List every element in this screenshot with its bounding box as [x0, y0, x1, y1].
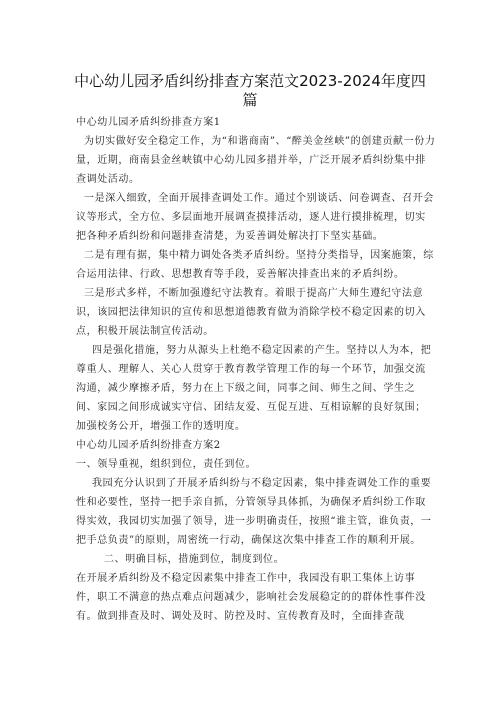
paragraph-intro: 为切实做好安全稳定工作，为“和谐商南”、“醉美金丝峡”的创建贡献一份力量，近期，商南县金丝峡镇中心幼儿园多措并举，广泛开展矛盾纠纷集中排查调处活动。 [76, 136, 436, 185]
paragraph-point-2: 二是有理有据，集中精力调处各类矛盾纠纷。坚持分类指导，因案施策，综合运用法律、行政、思想教育等手段，妥善解决排查出来的矛盾纠纷。 [76, 250, 434, 280]
document-title [60, 72, 440, 110]
section-heading-plan-2: 中心幼儿园矛盾纠纷排查方案2 [76, 440, 221, 451]
paragraph-point-1: 一是深入细致，全面开展排查调处工作。通过个别谈话、问卷调查、召开会议等形式，全方位、多层面地开展调查摸排活动，逐人进行摸排梳理，切实把各种矛盾纠纷和问题排查清楚，为妥善调处解决打下坚实基础。 [76, 193, 434, 242]
document-title-line-1: 中心幼儿园矛盾纠纷排查方案范文2023-2024年度四 [74, 72, 426, 91]
paragraph-point-4: 四是强化措施，努力从源头上杜绝不稳定因素的产生。坚持以人为本，把尊重人、理解人、关心人贯穿于教育教学管理工作的每一个环节，加强交流沟通，减少摩擦矛盾，努力在上下级之间，同事之间、师生之间、学生之间、家园之间形成诚实守信、团结友爱、互促互进、互相谅解的良好氛围；加强校务公开，增强工作的透明度。 [76, 345, 432, 432]
paragraph-subsection-2: 在开展矛盾纠纷及不稳定因素集中排查工作中，我园没有职工集体上访事件，职工不满意的热点难点问题减少，影响社会发展稳定的的群体性事件没有。做到排查及时、调处及时、防控及时、宣传教育及时，全面排查哉 [76, 573, 426, 622]
document-body [76, 113, 436, 626]
subheading-1: 一、领导重视，组织到位，责任到位。 [76, 459, 257, 470]
subheading-2: 二、明确目标，措施到位，制度到位。 [104, 554, 285, 565]
document-title-line-2: 篇 [242, 91, 258, 110]
section-heading-plan-1: 中心幼儿园矛盾纠纷排查方案1 [76, 117, 221, 128]
paragraph-subsection-1: 我园充分认识到了开展矛盾纠纷与不稳定因素，集中排查调处工作的重要性和必要性，坚持一把手亲自抓，分管领导具体抓，为确保矛盾纠纷工作取得实效，我园切实加强了领导，进一步明确责任，按照“谁主管，谁负责，一把手总负责”的原则，周密统一行动，确保这次集中排查工作的顺利开展。 [76, 478, 432, 546]
paragraph-point-3: 三是形式多样，不断加强遵纪守法教育。着眼于提高广大师生遵纪守法意识，该园把法律知识的宣传和思想道德教育做为消除学校不稳定因素的切入点，积极开展法制宣传活动。 [76, 288, 426, 337]
